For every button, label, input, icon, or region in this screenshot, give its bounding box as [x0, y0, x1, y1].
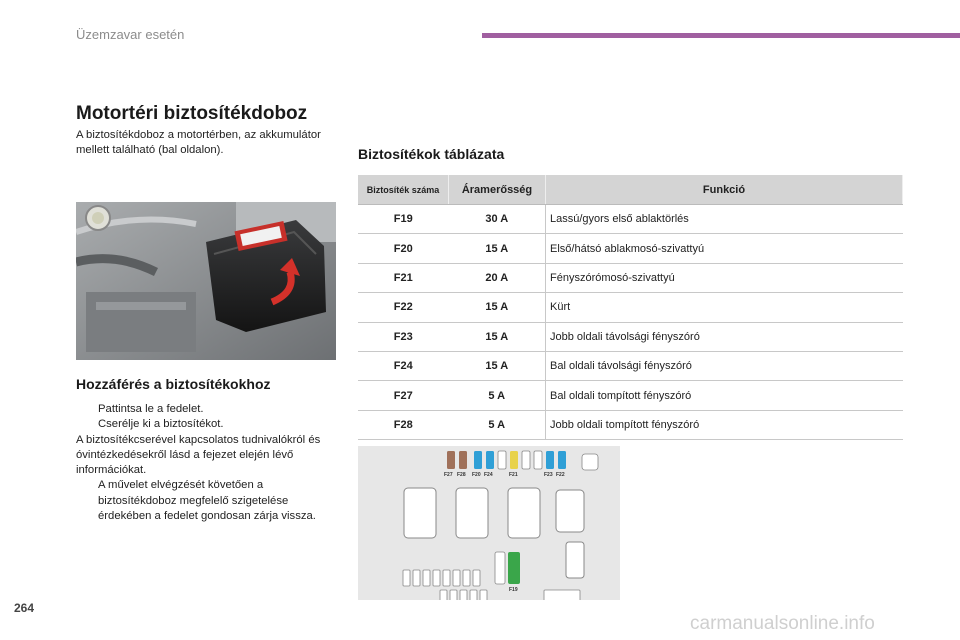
- fuse-blue-2: [486, 451, 494, 469]
- page-number: 264: [14, 601, 35, 615]
- fuse-brown-1: [447, 451, 455, 469]
- access-title: Hozzáférés a biztosítékokhoz: [76, 376, 271, 392]
- table-title: Biztosítékok táblázata: [358, 146, 505, 162]
- table-row: [358, 381, 903, 410]
- table-row: [358, 234, 903, 263]
- fuse-label-f20: F20: [472, 472, 481, 478]
- access-step-2: Cserélje ki a biztosítékot.: [98, 418, 224, 431]
- fuse-amperage: 30 A: [449, 205, 546, 234]
- fuse-label-f22: F22: [556, 472, 565, 478]
- access-instructions: [76, 402, 338, 524]
- fuse-brown-2: [459, 451, 467, 469]
- table-row: [358, 263, 903, 292]
- col-amperage: Áramerősség: [449, 175, 546, 205]
- fuse-slot-empty: [495, 552, 505, 584]
- table-row: [358, 322, 903, 351]
- fuse-function: Jobb oldali tompított fényszóró: [546, 410, 903, 439]
- relay-outline: [556, 490, 584, 532]
- fuse-label-f27: F27: [444, 472, 453, 478]
- section-title: Motortéri biztosítékdoboz: [76, 103, 308, 124]
- fuse-table: [358, 175, 903, 440]
- table-row: [358, 351, 903, 380]
- fuse-amperage: 15 A: [449, 351, 546, 380]
- fuse-label-f28: F28: [457, 472, 466, 478]
- fuse-number: F23: [358, 322, 449, 351]
- fuse-function: Fényszórómosó-szivattyú: [546, 263, 903, 292]
- fuse-function: Kürt: [546, 293, 903, 322]
- fuse-amperage: 20 A: [449, 263, 546, 292]
- fuse-amperage: 15 A: [449, 234, 546, 263]
- fuse-label-f19: F19: [509, 587, 518, 593]
- fuse-function: Jobb oldali távolsági fényszóró: [546, 322, 903, 351]
- fuse-function: Első/hátsó ablakmosó-szivattyú: [546, 234, 903, 263]
- fuse-label-f23: F23: [544, 472, 553, 478]
- watermark: carmanualsonline.info: [690, 613, 875, 634]
- table-row: [358, 205, 903, 234]
- access-step-3: A művelet elvégzését követően a biztosítékdoboz megfelelő szigetelése érdekében a fedelet gondosan zárja vissza.: [98, 479, 316, 523]
- fuse-number: F24: [358, 351, 449, 380]
- fuse-green-f19: [508, 552, 520, 584]
- table-row: [358, 410, 903, 439]
- table-header-row: [358, 175, 903, 205]
- engine-fusebox-photo: [76, 202, 336, 360]
- fuse-yellow: [510, 451, 518, 469]
- fuse-amperage: 5 A: [449, 381, 546, 410]
- fuse-number: F21: [358, 263, 449, 292]
- fuse-label-f24: F24: [484, 472, 493, 478]
- relay-outline: [508, 488, 540, 538]
- access-step-1: Pattintsa le a fedelet.: [98, 403, 204, 415]
- intro-text: A biztosítékdoboz a motortérben, az akkumulátor mellett található (bal oldalon).: [76, 129, 321, 156]
- col-fuse-number: Biztosíték száma: [358, 175, 449, 205]
- fuse-function: Bal oldali távolsági fényszóró: [546, 351, 903, 380]
- fusebox-diagram: [358, 446, 620, 600]
- fuse-number: F28: [358, 410, 449, 439]
- header-title: Üzemzavar esetén: [76, 27, 185, 42]
- header-accent-bar: [482, 33, 960, 38]
- col-function: Funkció: [546, 175, 903, 205]
- fuse-number: F19: [358, 205, 449, 234]
- access-note: A biztosítékcserével kapcsolatos tudnivalókról és óvintézkedésekről lásd a fejezet elején lévő információkat.: [76, 433, 321, 477]
- fuse-number: F27: [358, 381, 449, 410]
- fuse-amperage: 15 A: [449, 322, 546, 351]
- fuse-amperage: 15 A: [449, 293, 546, 322]
- relay-outline: [456, 488, 488, 538]
- fuse-number: F22: [358, 293, 449, 322]
- fuse-number: F20: [358, 234, 449, 263]
- fuse-slot-empty: [534, 451, 542, 469]
- fuse-slot-empty: [522, 451, 530, 469]
- fuse-blue-1: [474, 451, 482, 469]
- relay-outline: [404, 488, 436, 538]
- fuse-function: Bal oldali tompított fényszóró: [546, 381, 903, 410]
- fuse-blue-4: [558, 451, 566, 469]
- relay-slot: [582, 454, 598, 470]
- fuse-label-f21: F21: [509, 472, 518, 478]
- fuse-slot-empty: [498, 451, 506, 469]
- fuse-function: Lassú/gyors első ablaktörlés: [546, 205, 903, 234]
- fuse-blue-3: [546, 451, 554, 469]
- fuse-amperage: 5 A: [449, 410, 546, 439]
- relay-outline: [566, 542, 584, 578]
- table-row: [358, 293, 903, 322]
